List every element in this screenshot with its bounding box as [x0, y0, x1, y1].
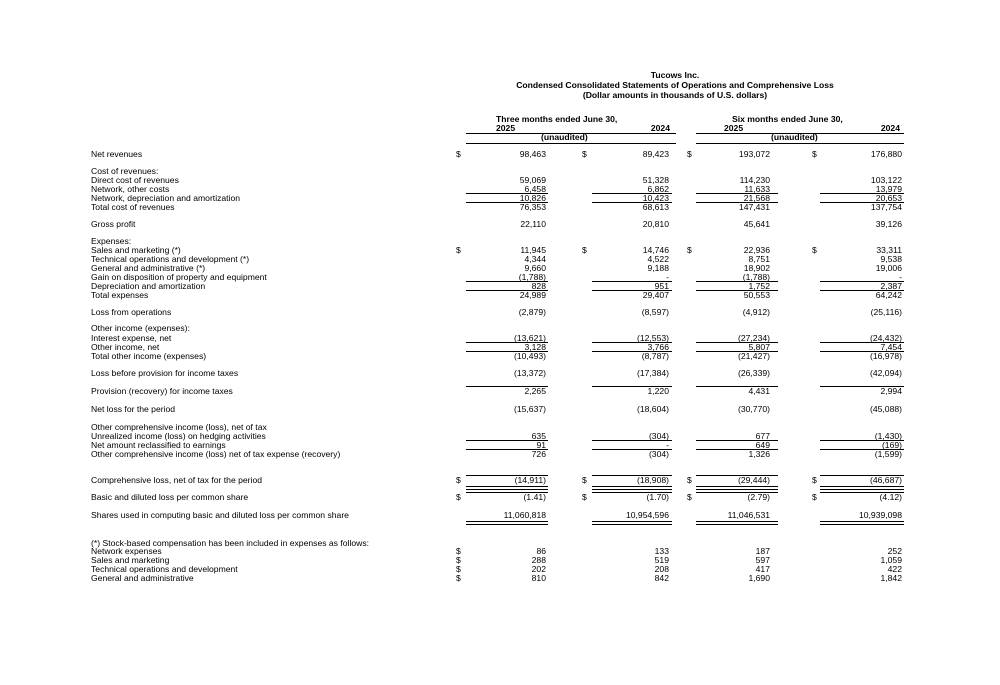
value-cell: 20,810	[642, 219, 669, 229]
value-cell: (304)	[648, 431, 669, 441]
value-cell: 176,880	[870, 149, 902, 159]
total-rule	[696, 290, 778, 291]
unaudited-six-months: (unaudited)	[771, 132, 818, 142]
statement-row	[0, 202, 1000, 213]
value-cell: -	[899, 272, 902, 282]
value-cell: 22,936	[743, 245, 770, 255]
value-cell: 86	[536, 546, 546, 556]
row-label: Basic and diluted loss per common share	[91, 492, 249, 502]
row-label: Comprehensive loss, net of tax for the period	[91, 475, 263, 485]
dollar-sign: $	[582, 149, 587, 159]
value-cell: 1,220	[647, 386, 669, 396]
value-cell: 288	[531, 555, 546, 565]
total-rule	[696, 193, 778, 194]
value-cell: (169)	[881, 440, 902, 450]
value-cell: (14,911)	[514, 475, 546, 485]
value-cell: (42,094)	[869, 368, 902, 378]
three-months-rule-lower	[466, 143, 676, 144]
value-cell: 11,046,531	[727, 510, 770, 520]
value-cell: -	[666, 440, 669, 450]
value-cell: 252	[887, 546, 902, 556]
value-cell: (13,372)	[513, 368, 546, 378]
total-rule	[466, 290, 548, 291]
statement-row	[0, 368, 1000, 379]
value-cell: 51,328	[642, 175, 669, 185]
row-label: Expenses:	[91, 236, 132, 246]
value-cell: (18,604)	[636, 404, 669, 414]
value-cell: 1,842	[880, 573, 902, 583]
value-cell: 677	[755, 431, 770, 441]
total-rule	[696, 342, 778, 343]
value-cell: 59,069	[519, 175, 546, 185]
total-rule	[592, 492, 672, 493]
dollar-sign: $	[582, 245, 587, 255]
value-cell: 10,954,596	[625, 510, 669, 520]
value-cell: 91	[536, 440, 546, 450]
total-rule	[696, 281, 778, 282]
dollar-sign: $	[687, 149, 692, 159]
value-cell: (4.12)	[879, 492, 902, 502]
footnote-title-text: (*) Stock-based compensation has been included in expenses as follows:	[91, 538, 370, 548]
total-rule	[696, 449, 778, 450]
value-cell: (21,427)	[737, 351, 770, 361]
value-cell: 64,242	[875, 290, 902, 300]
value-cell: 422	[887, 564, 902, 574]
value-cell: (45,088)	[869, 404, 902, 414]
value-cell: 10,939,098	[858, 510, 902, 520]
row-label: Gross profit	[91, 219, 136, 229]
row-label: Network, other costs	[91, 184, 170, 194]
double-underline	[592, 486, 672, 490]
total-rule	[820, 342, 904, 343]
value-cell: (16,978)	[869, 351, 902, 361]
total-rule	[820, 202, 904, 203]
value-cell: 98,463	[519, 149, 546, 159]
value-cell: (2,879)	[518, 307, 546, 317]
dollar-sign: $	[812, 492, 817, 502]
total-rule	[820, 386, 904, 387]
value-cell: (1,788)	[742, 272, 770, 282]
value-cell: 2,387	[880, 281, 902, 291]
double-underline	[466, 486, 548, 490]
row-label: Provision (recovery) for income taxes	[91, 386, 233, 396]
total-rule	[592, 342, 672, 343]
row-label: Other income (expenses):	[91, 323, 190, 333]
statement-row	[0, 492, 1000, 503]
value-cell: 68,613	[642, 202, 669, 212]
statement-row	[0, 290, 1000, 301]
total-rule	[592, 281, 672, 282]
value-cell: 3,128	[524, 342, 546, 352]
value-cell: 4,431	[748, 386, 770, 396]
row-label: Technical operations and development	[91, 564, 238, 574]
total-rule	[466, 193, 548, 194]
dollar-sign: $	[582, 492, 587, 502]
statement-row	[0, 386, 1000, 397]
row-label: Unrealized income (loss) on hedging activities	[91, 431, 266, 441]
total-rule	[466, 440, 548, 441]
dollar-sign: $	[456, 149, 461, 159]
value-cell: (1,788)	[518, 272, 546, 282]
row-label: Technical operations and development (*)	[91, 254, 250, 264]
value-cell: 726	[531, 449, 546, 459]
value-cell: 14,746	[642, 245, 669, 255]
three-months-heading: Three months ended June 30,	[496, 114, 618, 124]
value-cell: 2,994	[880, 386, 902, 396]
value-cell: 11,945	[520, 245, 546, 255]
value-cell: -	[666, 272, 669, 282]
statement-row	[0, 219, 1000, 230]
value-cell: 1,326	[748, 449, 770, 459]
value-cell: 10,826	[519, 193, 546, 203]
double-underline	[820, 521, 904, 525]
total-rule	[696, 475, 778, 476]
dollar-sign: $	[687, 475, 692, 485]
row-label: Other income, net	[91, 342, 160, 352]
row-label: Net revenues	[91, 149, 143, 159]
total-rule	[820, 193, 904, 194]
dollar-sign: $	[456, 564, 461, 574]
value-cell: (1,599)	[874, 449, 902, 459]
value-cell: (1.41)	[523, 492, 546, 502]
unaudited-three-months: (unaudited)	[541, 132, 588, 142]
row-label: Shares used in computing basic and diluted loss per common share	[91, 510, 349, 520]
year-2025-six-months: 2025	[724, 123, 744, 133]
dollar-sign: $	[812, 149, 817, 159]
value-cell: (304)	[648, 449, 669, 459]
total-rule	[466, 492, 548, 493]
footnote-row	[0, 573, 1000, 584]
value-cell: (27,234)	[737, 333, 770, 343]
six-months-rule-lower	[696, 143, 904, 144]
row-label: Other comprehensive income (loss), net of tax	[91, 422, 267, 432]
dollar-sign: $	[582, 475, 587, 485]
value-cell: (2.79)	[747, 492, 770, 502]
year-2025-three-months: 2025	[496, 123, 516, 133]
statement-row	[0, 307, 1000, 318]
value-cell: 8,751	[748, 254, 770, 264]
value-cell: (8,597)	[641, 307, 669, 317]
dollar-sign: $	[687, 492, 692, 502]
value-cell: 951	[654, 281, 669, 291]
total-rule	[820, 492, 904, 493]
value-cell: 11,060,818	[503, 510, 546, 520]
value-cell: 187	[755, 546, 770, 556]
value-cell: 103,122	[870, 175, 902, 185]
total-rule	[466, 202, 548, 203]
total-rule	[466, 475, 548, 476]
value-cell: 50,553	[743, 290, 770, 300]
value-cell: (26,339)	[737, 368, 770, 378]
dollar-sign: $	[812, 245, 817, 255]
statement-row	[0, 510, 1000, 521]
value-cell: 11,633	[744, 184, 770, 194]
total-rule	[820, 440, 904, 441]
row-label: Other comprehensive income (loss) net of tax expense (recovery)	[91, 449, 341, 459]
row-label: General and administrative (*)	[91, 263, 206, 273]
value-cell: (13,621)	[513, 333, 546, 343]
row-label: Sales and marketing	[91, 555, 170, 565]
total-rule	[466, 449, 548, 450]
value-cell: 137,754	[870, 202, 902, 212]
row-label: Cost of revenues:	[91, 166, 159, 176]
value-cell: (4,912)	[742, 307, 770, 317]
value-cell: (18,908)	[636, 475, 669, 485]
value-cell: (25,116)	[870, 307, 902, 317]
value-cell: 20,653	[875, 193, 902, 203]
total-rule	[696, 386, 778, 387]
value-cell: 810	[531, 573, 546, 583]
value-cell: 89,423	[642, 149, 669, 159]
total-rule	[820, 449, 904, 450]
value-cell: 33,311	[876, 245, 902, 255]
total-rule	[696, 440, 778, 441]
value-cell: (46,687)	[869, 475, 902, 485]
row-label: Total cost of revenues	[91, 202, 175, 212]
value-cell: (17,384)	[636, 368, 669, 378]
value-cell: (30,770)	[737, 404, 770, 414]
row-label: Direct cost of revenues	[91, 175, 179, 185]
row-label: Total expenses	[91, 290, 149, 300]
value-cell: 635	[531, 431, 546, 441]
value-cell: 45,641	[743, 219, 770, 229]
value-cell: 1,059	[880, 555, 902, 565]
row-label: Depreciation and amortization	[91, 281, 206, 291]
statement-row	[0, 475, 1000, 486]
value-cell: (10,493)	[513, 351, 546, 361]
value-cell: 828	[531, 281, 546, 291]
double-underline	[696, 521, 778, 525]
value-cell: 133	[654, 546, 669, 556]
row-label: General and administrative	[91, 573, 194, 583]
value-cell: 3,766	[647, 342, 669, 352]
dollar-sign: $	[456, 573, 461, 583]
value-cell: 417	[755, 564, 770, 574]
value-cell: (24,432)	[869, 333, 902, 343]
dollar-sign: $	[812, 475, 817, 485]
value-cell: (1.70)	[646, 492, 669, 502]
total-rule	[466, 351, 548, 352]
statement-row	[0, 351, 1000, 362]
value-cell: 19,006	[875, 263, 902, 273]
total-rule	[820, 281, 904, 282]
dollar-sign: $	[456, 475, 461, 485]
value-cell: (12,553)	[636, 333, 669, 343]
value-cell: 1,752	[748, 281, 770, 291]
statement-row	[0, 449, 1000, 460]
statement-subtitle: (Dollar amounts in thousands of U.S. dollars)	[582, 90, 768, 100]
value-cell: 4,344	[524, 254, 546, 264]
row-label: Network expenses	[91, 546, 162, 556]
value-cell: 9,660	[524, 263, 546, 273]
statement-row	[0, 404, 1000, 415]
row-label: Network, depreciation and amortization	[91, 193, 241, 203]
total-rule	[592, 440, 672, 441]
value-cell: 7,454	[880, 342, 902, 352]
value-cell: 2,265	[524, 386, 546, 396]
row-label: Net loss for the period	[91, 404, 176, 414]
value-cell: 24,989	[519, 290, 546, 300]
row-label: Loss from operations	[91, 307, 172, 317]
value-cell: 39,126	[875, 219, 902, 229]
year-2024-six-months: 2024	[880, 123, 900, 133]
value-cell: 29,407	[642, 290, 669, 300]
value-cell: 76,353	[519, 202, 546, 212]
statement-row	[0, 149, 1000, 160]
value-cell: 519	[654, 555, 669, 565]
total-rule	[696, 202, 778, 203]
double-underline	[466, 521, 548, 525]
value-cell: 208	[654, 564, 669, 574]
row-label: Gain on disposition of property and equipment	[91, 272, 267, 282]
total-rule	[592, 386, 672, 387]
value-cell: (8,787)	[641, 351, 669, 361]
value-cell: 202	[531, 564, 546, 574]
company-name: Tucows Inc.	[650, 70, 700, 80]
dollar-sign: $	[456, 555, 461, 565]
value-cell: 21,568	[743, 193, 770, 203]
value-cell: 4,522	[647, 254, 669, 264]
year-2024-three-months: 2024	[650, 123, 670, 133]
total-rule	[592, 202, 672, 203]
value-cell: 6,862	[647, 184, 669, 194]
value-cell: 6,458	[524, 184, 546, 194]
value-cell: 147,431	[738, 202, 770, 212]
row-label: Loss before provision for income taxes	[91, 368, 239, 378]
value-cell: (15,637)	[513, 404, 546, 414]
total-rule	[592, 449, 672, 450]
total-rule	[696, 492, 778, 493]
value-cell: 1,690	[748, 573, 770, 583]
total-rule	[820, 475, 904, 476]
statement-title: Condensed Consolidated Statements of Operations and Comprehensive Loss	[516, 80, 834, 90]
row-label: Net amount reclassified to earnings	[91, 440, 226, 450]
double-underline	[696, 486, 778, 490]
value-cell: 13,979	[875, 184, 902, 194]
total-rule	[466, 281, 548, 282]
total-rule	[820, 351, 904, 352]
value-cell: 842	[654, 573, 669, 583]
six-months-heading: Six months ended June 30,	[732, 114, 843, 124]
dollar-sign: $	[456, 245, 461, 255]
dollar-sign: $	[456, 546, 461, 556]
row-label: Total other income (expenses)	[91, 351, 207, 361]
total-rule	[466, 386, 548, 387]
dollar-sign: $	[456, 492, 461, 502]
value-cell: 9,538	[880, 254, 902, 264]
total-rule	[592, 193, 672, 194]
double-underline	[592, 521, 672, 525]
value-cell: (1,430)	[874, 431, 902, 441]
value-cell: 18,902	[743, 263, 770, 273]
total-rule	[696, 351, 778, 352]
value-cell: 649	[755, 440, 770, 450]
value-cell: 10,423	[642, 193, 669, 203]
total-rule	[466, 342, 548, 343]
value-cell: 9,188	[647, 263, 669, 273]
row-label: Sales and marketing (*)	[91, 245, 181, 255]
value-cell: 114,230	[739, 175, 770, 185]
total-rule	[592, 351, 672, 352]
total-rule	[820, 290, 904, 291]
total-rule	[592, 475, 672, 476]
row-label: Interest expense, net	[91, 333, 172, 343]
dollar-sign: $	[687, 245, 692, 255]
value-cell: 597	[755, 555, 770, 565]
total-rule	[592, 290, 672, 291]
value-cell: (29,444)	[737, 475, 770, 485]
value-cell: 5,807	[748, 342, 770, 352]
value-cell: 22,110	[520, 219, 546, 229]
double-underline	[820, 486, 904, 490]
value-cell: 193,072	[738, 149, 770, 159]
